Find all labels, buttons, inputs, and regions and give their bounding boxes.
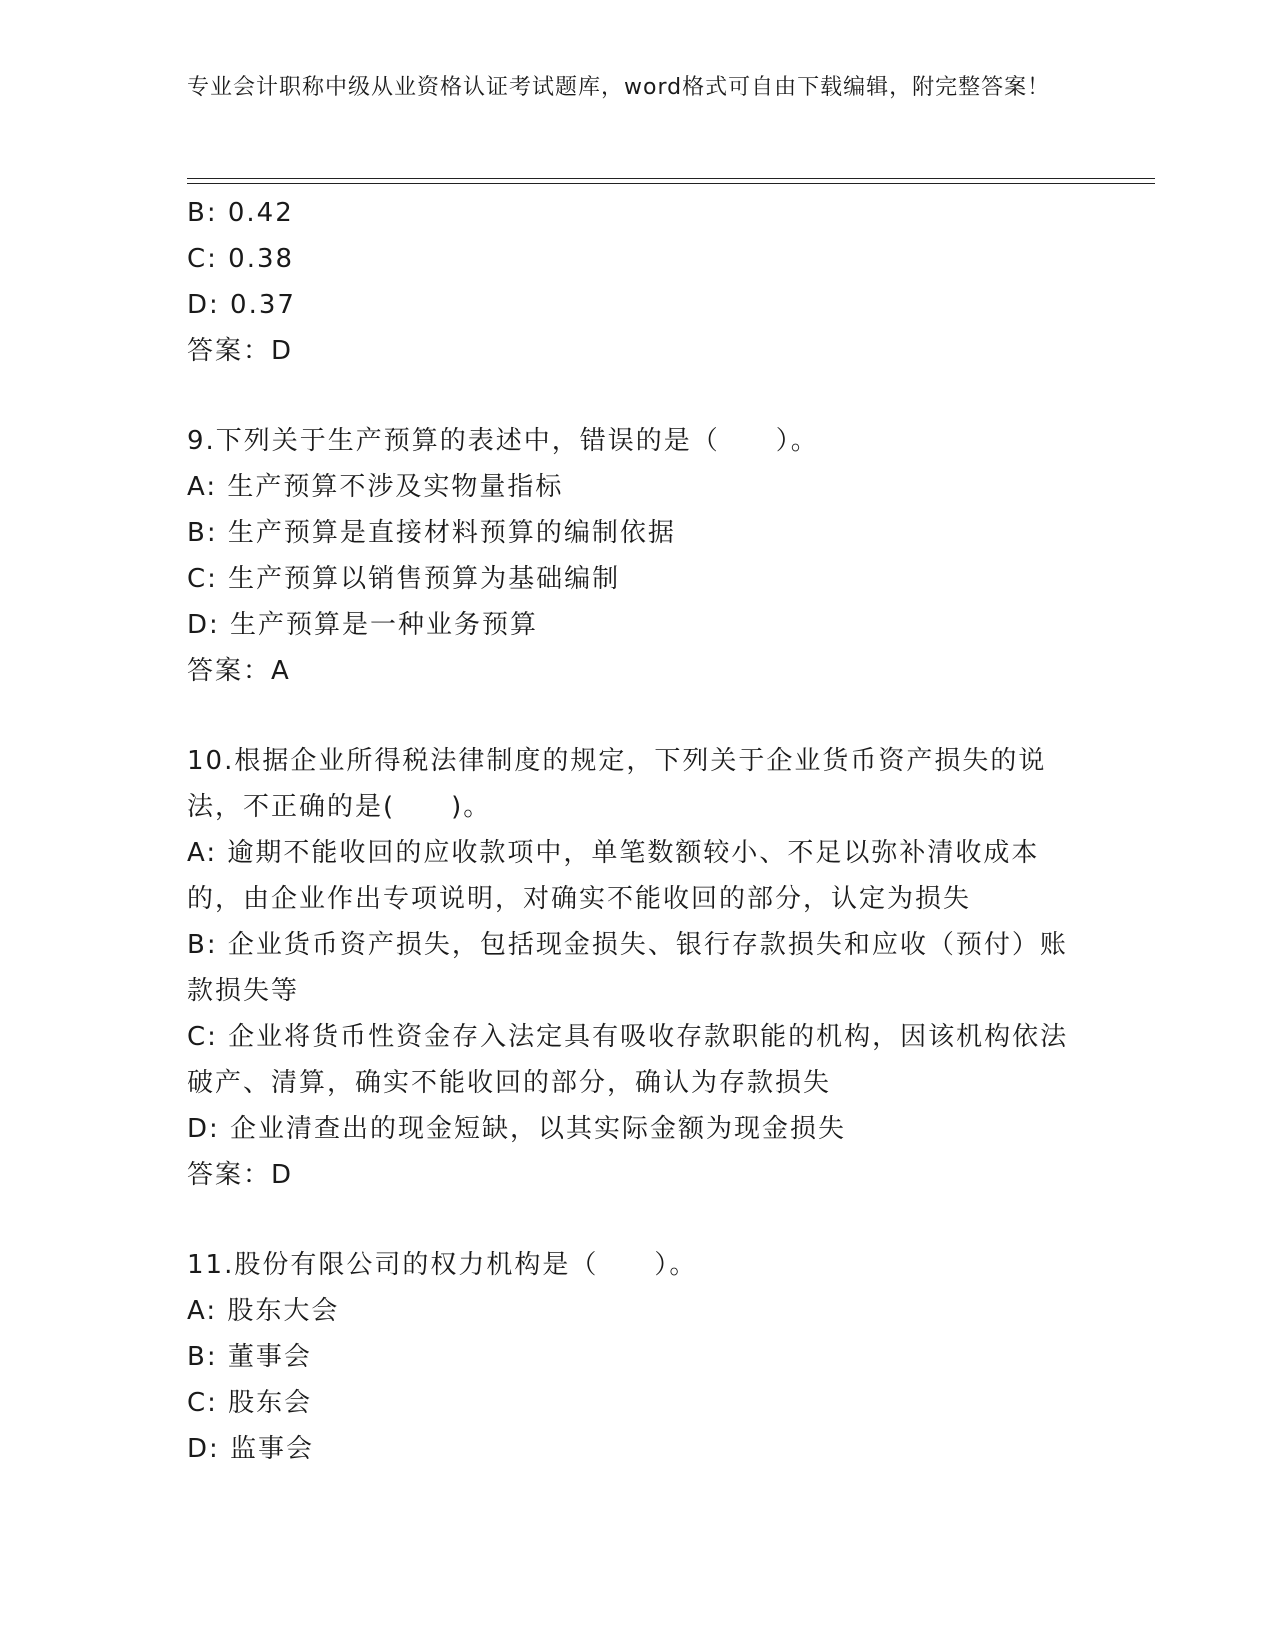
option-a: A: 股东大会 [187, 1296, 340, 1326]
answer: 答案：D [187, 336, 294, 366]
question-11 [187, 1242, 1087, 1472]
question-8-tail [187, 190, 1087, 374]
option-b: B: 0.42 [187, 198, 294, 228]
spacer [187, 374, 1087, 418]
question-stem: 10.根据企业所得税法律制度的规定，下列关于企业货币资产损失的说法，不正确的是( )。 [187, 746, 1047, 822]
option-b: B: 企业货币资产损失，包括现金损失、银行存款损失和应收（预付）账款损失等 [187, 930, 1068, 1006]
question-stem: 9.下列关于生产预算的表述中，错误的是（ ）。 [187, 426, 819, 456]
question-content [187, 190, 1087, 1472]
option-c: C: 生产预算以销售预算为基础编制 [187, 564, 621, 594]
option-d: D: 企业清查出的现金短缺，以其实际金额为现金损失 [187, 1114, 847, 1144]
option-d: D: 生产预算是一种业务预算 [187, 610, 539, 640]
answer: 答案：A [187, 656, 291, 686]
question-stem: 11.股份有限公司的权力机构是（ ）。 [187, 1250, 698, 1280]
option-a: A: 生产预算不涉及实物量指标 [187, 472, 564, 502]
option-c: C: 企业将货币性资金存入法定具有吸收存款职能的机构，因该机构依法破产、清算，确实不能收回的部分，确认为存款损失 [187, 1022, 1069, 1098]
header-divider-bottom [187, 183, 1155, 184]
answer: 答案：D [187, 1160, 294, 1190]
option-b: B: 董事会 [187, 1342, 312, 1372]
option-c: C: 0.38 [187, 244, 295, 274]
option-d: D: 监事会 [187, 1434, 315, 1464]
option-c: C: 股东会 [187, 1388, 313, 1418]
spacer [187, 694, 1087, 738]
option-b: B: 生产预算是直接材料预算的编制依据 [187, 518, 676, 548]
option-a: A: 逾期不能收回的应收款项中，单笔数额较小、不足以弥补清收成本的，由企业作出专项说明，对确实不能收回的部分，认定为损失 [187, 838, 1040, 914]
header-divider-top [187, 178, 1155, 179]
question-9 [187, 418, 1087, 694]
spacer [187, 1198, 1087, 1242]
option-d: D: 0.37 [187, 290, 296, 320]
document-header: 专业会计职称中级从业资格认证考试题库，word格式可自由下载编辑，附完整答案！ [187, 75, 1051, 100]
question-10 [187, 738, 1087, 1198]
